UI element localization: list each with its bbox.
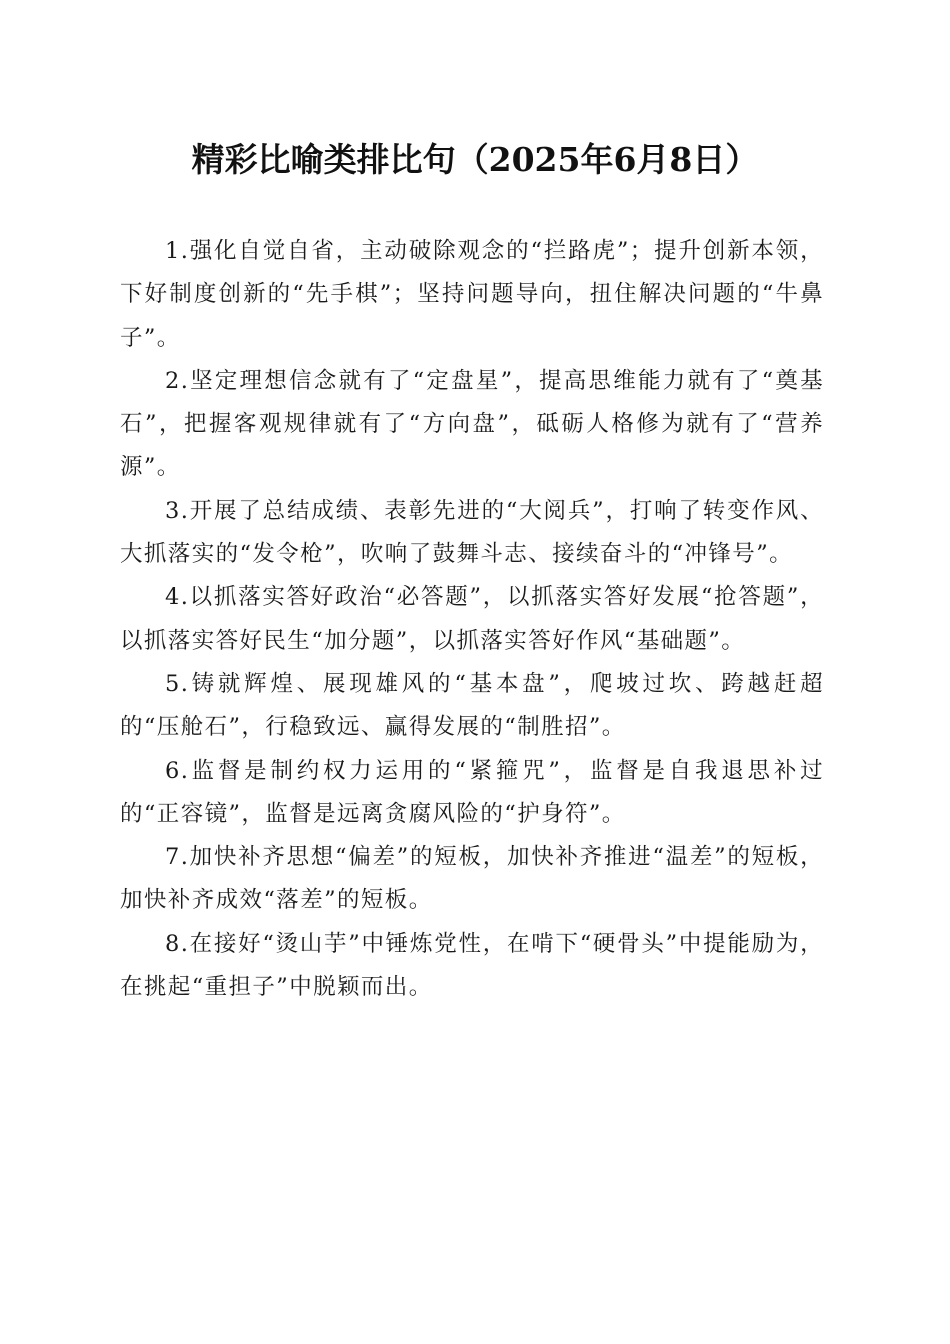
paragraph-7: 7.加快补齐思想“偏差”的短板，加快补齐推进“温差”的短板，加快补齐成效“落差”的短板。 bbox=[120, 844, 824, 914]
paragraph-4: 4.以抓落实答好政治“必答题”，以抓落实答好发展“抢答题”，以抓落实答好民生“加分题”，以抓落实答好作风“基础题”。 bbox=[120, 584, 824, 654]
paragraph-5: 5.铸就辉煌、展现雄风的“基本盘”，爬坡过坎、跨越赶超的“压舱石”，行稳致远、赢得发展的“制胜招”。 bbox=[120, 670, 824, 741]
paragraph-6: 6.监督是制约权力运用的“紧箍咒”，监督是自我退思补过的“正容镜”，监督是远离贪腐风险的“护身符”。 bbox=[120, 757, 824, 827]
paragraph-2: 2.坚定理想信念就有了“定盘星”，提高思维能力就有了“奠基石”，把握客观规律就有了“方向盘”，砥砺人格修为就有了“营养源”。 bbox=[120, 367, 824, 481]
paragraph-8: 8.在接好“烫山芋”中锤炼党性，在啃下“硬骨头”中提能励为，在挑起“重担子”中脱颖而出。 bbox=[120, 930, 824, 1001]
document-body bbox=[120, 230, 824, 1009]
paragraph-3: 3.开展了总结成绩、表彰先进的“大阅兵”，打响了转变作风、大抓落实的“发令枪”，吹响了鼓舞斗志、接续奋斗的“冲锋号”。 bbox=[120, 497, 824, 568]
document-title: 精彩比喻类排比句（2025年6月8日） bbox=[191, 140, 759, 179]
paragraph-1: 1.强化自觉自省，主动破除观念的“拦路虎”；提升创新本领，下好制度创新的“先手棋”；坚持问题导向，扭住解决问题的“牛鼻子”。 bbox=[120, 238, 824, 351]
